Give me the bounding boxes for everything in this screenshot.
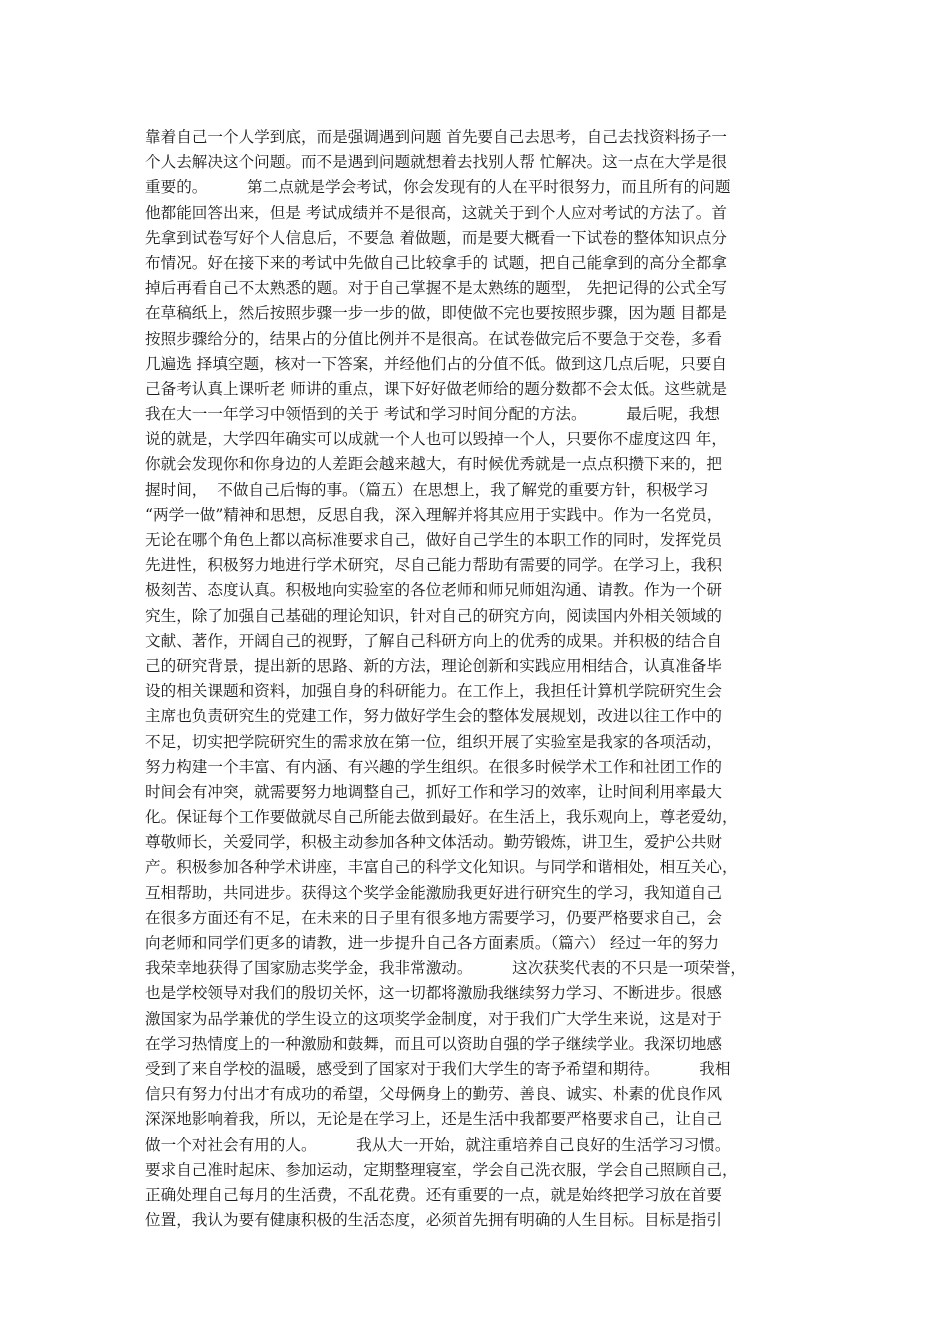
text-line: 设的相关课题和资料，加强自身的科研能力。在工作上，我担任计算机学院研究生会 (145, 682, 722, 701)
text-line: 尊敬师长，关爱同学，积极主动参加各种文体活动。勤劳锻炼，讲卫生，爱护公共财 (145, 833, 722, 852)
text-line: 先进性，积极努力地进行学术研究，尽自己能力帮助有需要的同学。在学习上，我积 (145, 556, 722, 575)
text-line: 要求自己准时起床、参加运动，定期整理寝室，学会自己洗衣服，学会自己照顾自己， (145, 1160, 738, 1179)
text-line: 深深地影响着我，所以，无论是在学习上，还是生活中我都要严格要求自己，让自己 (145, 1110, 722, 1129)
text-line: 几遍选 择填空题，核对一下答案，并经他们占的分值不低。做到这几点后呢，只要自 (145, 354, 727, 373)
text-line: 按照步骤给分的，结果占的分值比例并不是很高。在试卷做完后不要急于交卷，多看 (145, 329, 722, 348)
text-line: “两学一做”精神和思想，反思自我，深入理解并将其应用于实践中。作为一名党员， (145, 505, 723, 524)
text-line: 他都能回答出来，但是 考试成绩并不是很高，这就关于到个人应对考试的方法了。首 (145, 203, 727, 222)
text-line: 重要的。 第二点就是学会考试，你会发现有的人在平时很努力，而且所有的问题 (145, 178, 731, 197)
text-line: 化。保证每个工作要做就尽自己所能去做到最好。在生活上，我乐观向上，尊老爱幼， (145, 808, 738, 827)
text-line: 时间会有冲突，就需要努力地调整自己，抓好工作和学习的效率，让时间利用率最大 (145, 782, 722, 801)
text-line: 位置，我认为要有健康积极的生活态度，必须首先拥有明确的人生目标。目标是指引 (145, 1211, 722, 1230)
text-line: 努力构建一个丰富、有内涵、有兴趣的学生组织。在很多时候学术工作和社团工作的 (145, 757, 722, 776)
text-line: 握时间， 不做自己后悔的事。（篇五）在思想上，我了解党的重要方针，积极学习 (145, 480, 709, 499)
text-line: 文献、著作，开阔自己的视野，了解自己科研方向上的优秀的成果。并积极的结合自 (145, 631, 722, 650)
text-line: 在草稿纸上，然后按照步骤一步一步的做，即使做不完也要按照步骤，因为题 目都是 (145, 304, 727, 323)
text-line: 掉后再看自己不太熟悉的题。对于自己掌握不是太熟练的题型， 先把记得的公式全写 (145, 279, 727, 298)
text-line: 做一个对社会有用的人。 我从大一开始，就注重培养自己良好的生活学习习惯。 (145, 1135, 731, 1154)
text-line: 我荣幸地获得了国家励志奖学金，我非常激动。 这次获奖代表的不只是一项荣誉， (145, 959, 747, 978)
text-line: 主席也负责研究生的党建工作，努力做好学生会的整体发展规划，改进以往工作中的 (145, 707, 722, 726)
text-line: 在很多方面还有不足，在未来的日子里有很多地方需要学习，仍要严格要求自己，会 (145, 908, 722, 927)
text-line: 激国家为品学兼优的学生设立的这项奖学金制度，对于我们广大学生来说，这是对于 (145, 1009, 722, 1028)
body-text (145, 125, 807, 1233)
text-line: 产。积极参加各种学术讲座，丰富自己的科学文化知识。与同学和谐相处，相互关心， (145, 858, 738, 877)
text-line: 究生，除了加强自己基础的理论知识，针对自己的研究方向，阅读国内外相关领域的 (145, 606, 722, 625)
text-line: 向老师和同学们更多的请教，进一步提升自己各方面素质。（篇六） 经过一年的努力 (145, 934, 720, 952)
text-line: 己备考认真上课听老 师讲的重点，课下好好做老师给的题分数都不会太低。这些就是 (145, 379, 727, 398)
text-line: 受到了来自学校的温暖，感受到了国家对于我们大学生的寄予希望和期待。 我相 (145, 1059, 731, 1078)
text-line: 不足，切实把学院研究生的需求放在第一位，组织开展了实验室是我家的各项活动， (145, 732, 722, 751)
text-line: 布情况。好在接下来的考试中先做自己比较拿手的 试题，把自己能拿到的高分全都拿 (145, 253, 727, 272)
text-line: 无论在哪个角色上都以高标准要求自己，做好自己学生的本职工作的同时，发挥党员 (145, 531, 722, 549)
text-line: 也是学校领导对我们的殷切关怀，这一切都将激励我继续努力学习、不断进步。很感 (145, 984, 722, 1003)
text-line: 正确处理自己每月的生活费，不乱花费。还有重要的一点，就是始终把学习放在首要 (145, 1185, 722, 1204)
text-line: 极刻苦、态度认真。积极地向实验室的各位老师和师兄师姐沟通、请教。作为一个研 (145, 581, 722, 600)
text-line: 先拿到试卷写好个人信息后，不要急 着做题，而是要大概看一下试卷的整体知识点分 (145, 228, 727, 247)
text-line: 个人去解决这个问题。而不是遇到问题就想着去找别人帮 忙解决。这一点在大学是很 (145, 153, 727, 172)
text-line: 说的就是，大学四年确实可以成就一个人也可以毁掉一个人，只要你不虚度这四 年， (145, 430, 727, 449)
text-line: 靠着自己一个人学到底，而是强调遇到问题 首先要自己去思考，自己去找资料扬子一 (145, 128, 727, 146)
text-line: 信只有努力付出才有成功的希望，父母俩身上的勤劳、善良、诚实、朴素的优良作风 (145, 1085, 722, 1104)
text-line: 互相帮助，共同进步。获得这个奖学金能激励我更好进行研究生的学习，我知道自己 (145, 883, 722, 902)
text-line: 我在大一一年学习中领悟到的关于 考试和学习时间分配的方法。 最后呢，我想 (145, 405, 720, 424)
text-line: 你就会发现你和你身边的人差距会越来越大，有时候优秀就是一点点积攒下来的，把 (145, 455, 722, 474)
text-line: 己的研究背景，提出新的思路、新的方法，理论创新和实践应用相结合，认真准备毕 (145, 656, 722, 675)
text-line: 在学习热情度上的一种激励和鼓舞，而且可以资助自强的学子继续学业。我深切地感 (145, 1034, 722, 1053)
